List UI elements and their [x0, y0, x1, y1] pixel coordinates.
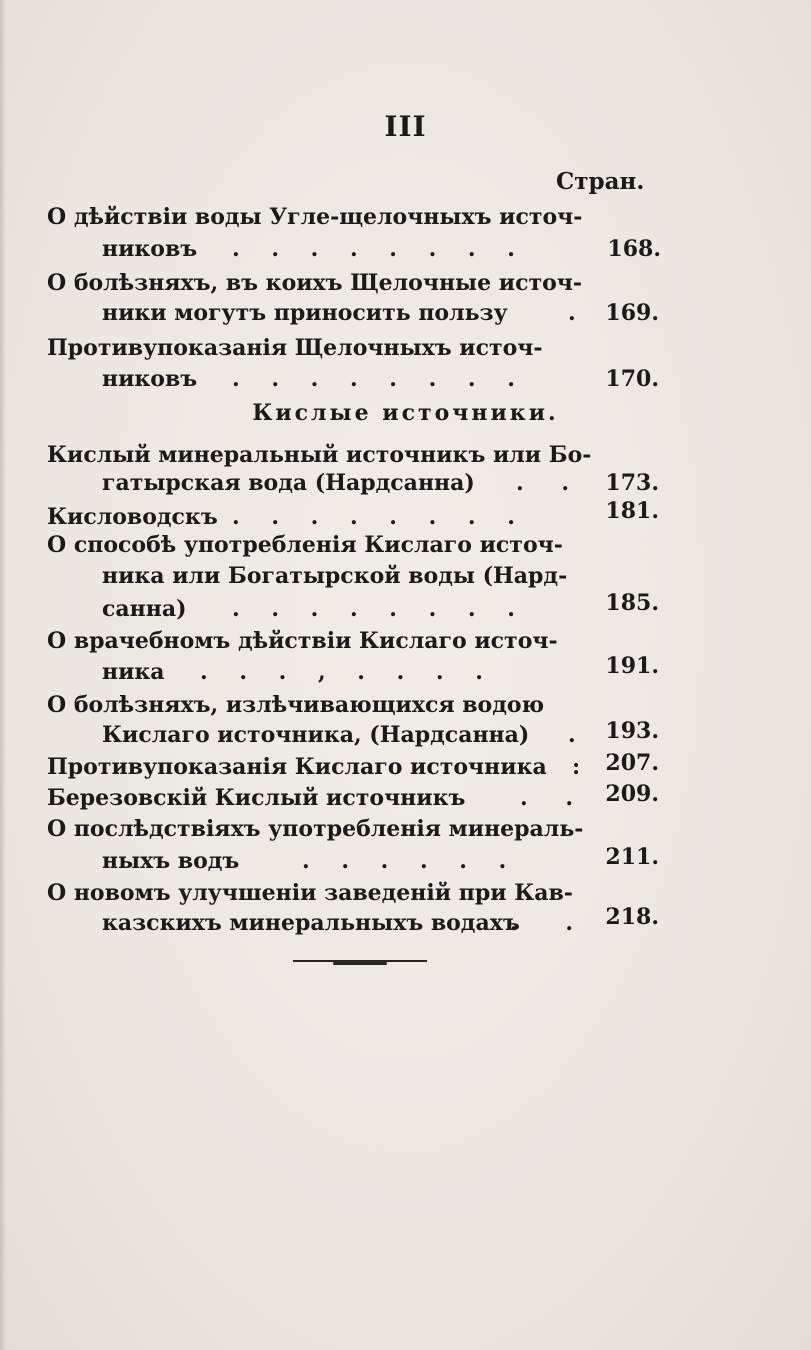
toc-entry-title: никовъ	[102, 236, 198, 262]
toc-page-number: 181.	[605, 498, 659, 524]
toc-entry-title: О врачебномъ дѣйствіи Кислаго источ-	[47, 628, 558, 654]
toc-page-number: 185.	[605, 590, 659, 616]
toc-leader-dots: .	[568, 722, 576, 748]
toc-page-number: 218.	[605, 904, 659, 930]
toc-page-number: 191.	[605, 653, 659, 679]
toc-entry-line	[0, 752, 811, 782]
toc-entry-title: Кислаго источника, (Нардсанна)	[102, 722, 530, 748]
toc-leader-dots: . .	[520, 785, 573, 811]
toc-leader-dots: . .	[510, 910, 573, 936]
page-number: III	[384, 110, 427, 143]
toc-entry-line	[0, 440, 811, 470]
toc-entry-line	[0, 202, 811, 232]
toc-entry-title: Противупоказанія Кислаго источника	[47, 754, 547, 780]
toc-entry-title: никовъ	[102, 366, 198, 392]
ornamental-rule	[293, 960, 427, 964]
toc-leader-dots: . . . . . . . .	[232, 504, 515, 530]
toc-entry-title: О новомъ улучшеніи заведеній при Кав-	[47, 880, 573, 906]
toc-entry-line	[0, 468, 811, 498]
toc-entry-title: ника	[102, 659, 165, 685]
toc-leader-dots: . . . . . . . .	[232, 596, 515, 622]
toc-entry-title: ники могутъ приносить пользу	[102, 300, 508, 326]
toc-entry-line	[0, 878, 811, 908]
toc-entry-line	[0, 298, 811, 328]
toc-entry-line	[0, 590, 811, 624]
toc-entry-title: О послѣдствіяхъ употребленія минераль-	[47, 816, 584, 842]
toc-entry-title: О способѣ употребленія Кислаго источ-	[47, 532, 563, 558]
toc-entry-title: ныхъ водъ	[102, 848, 240, 874]
toc-leader-dots: . . . , . . . .	[200, 659, 483, 685]
toc-leader-dots: . .	[516, 470, 569, 496]
toc-entry-line	[0, 333, 811, 363]
toc-entry-title: Кисловодскъ	[47, 504, 218, 530]
toc-entry-title: Березовскій Кислый источникъ	[47, 785, 466, 811]
toc-leader-dots: :	[572, 754, 581, 780]
toc-entry-title: О дѣйствіи воды Угле-щелочныхъ источ-	[47, 204, 583, 230]
toc-entry-line	[0, 904, 811, 938]
toc-entry-title: О болѣзняхъ, излѣчивающихся водою	[47, 692, 545, 718]
toc-page-number: 209.	[605, 781, 659, 807]
toc-entry-line	[0, 498, 811, 532]
toc-page-number: 170.	[605, 366, 659, 392]
toc-entry-title: казскихъ минеральныхъ водахъ	[102, 910, 520, 936]
toc-leader-dots: .	[568, 300, 576, 326]
toc-entry-line	[0, 268, 811, 298]
rule-swell	[333, 962, 387, 965]
toc-entry-line	[0, 814, 811, 844]
toc-entry-line	[0, 690, 811, 720]
toc-page-number: 193.	[605, 718, 659, 744]
toc-entry-line	[0, 530, 811, 560]
toc-entry-title: санна)	[102, 596, 187, 622]
toc-entry-title: Противупоказанія Щелочныхъ источ-	[47, 335, 543, 361]
toc-entry-line	[0, 653, 811, 687]
toc-entry-line	[0, 846, 811, 876]
toc-page-number: 173.	[605, 470, 659, 496]
toc-entry-line	[0, 364, 811, 394]
toc-page-number: 207.	[605, 750, 659, 776]
toc-entry-line	[0, 720, 811, 750]
toc-page-number: 169.	[605, 300, 659, 326]
toc-entry-line	[0, 783, 811, 813]
toc-entry-title: ника или Богатырской воды (Нард-	[102, 563, 568, 589]
toc-leader-dots: . . . . . . . .	[232, 366, 515, 392]
toc-entry-title: гатырская вода (Нардсанна)	[102, 470, 475, 496]
page-column-header: Стран.	[556, 168, 645, 195]
toc-page-number: 168.	[607, 236, 661, 262]
toc-entry-line	[0, 626, 811, 656]
toc-page-number: 211.	[605, 844, 659, 870]
toc-entry-title: Кислый минеральный источникъ или Бо-	[47, 442, 592, 468]
toc-entry-line	[0, 234, 811, 264]
toc-leader-dots: . . . . . . . .	[232, 236, 515, 262]
toc-entry-line	[0, 561, 811, 591]
toc-entry-title: О болѣзняхъ, въ коихъ Щелочные источ-	[47, 270, 583, 296]
section-heading: Кислые источники.	[252, 400, 559, 426]
toc-leader-dots: . . . . . .	[302, 848, 507, 874]
